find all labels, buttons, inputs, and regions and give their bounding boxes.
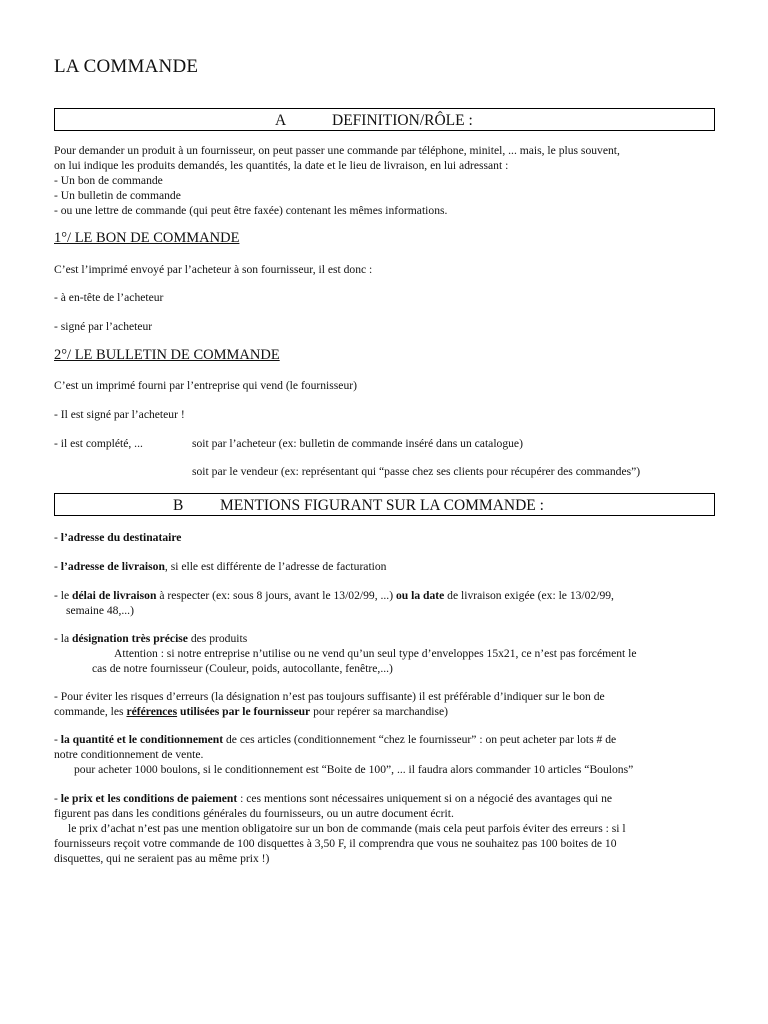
mention-designation-attention-2: cas de notre fournisseur (Couleur, poids, autocollante, fenêtre,...) bbox=[92, 662, 393, 675]
bon-heading: 1°/ LE BON DE COMMANDE bbox=[54, 230, 240, 246]
mention-quantite-line-2: notre conditionnement de vente. bbox=[54, 748, 204, 761]
mention-quantite: - la quantité et le conditionnement de ces articles (conditionnement “chez le fournisseur” : on peut acheter par lots # de bbox=[54, 733, 617, 746]
mention-destinataire: - l’adresse du destinataire bbox=[54, 531, 182, 544]
mention-prix-line-3: le prix d’achat n’est pas une mention obligatoire sur un bon de commande (mais cela peut parfois éviter des erreurs : si l bbox=[68, 822, 626, 835]
mention-designation-attention-1: Attention : si notre entreprise n’utilise ou ne vend qu’un seul type d’enveloppes 15x21, ce n’est pas forcément le bbox=[114, 647, 637, 660]
mention-date-bold: ou la date bbox=[395, 589, 445, 602]
mention-prix: - le prix et les conditions de paiement : ces mentions sont nécessaires uniquement si on a négocié des avantages qui ne bbox=[54, 792, 613, 805]
bulletin-point-1: - Il est signé par l’acheteur ! bbox=[54, 408, 185, 421]
mention-livraison: - l’adresse de livraison, si elle est différente de l’adresse de facturation bbox=[54, 560, 387, 573]
intro-line-2: on lui indique les produits demandés, les quantités, la date et le lieu de livraison, en lui adressant : bbox=[54, 159, 509, 172]
page-title: LA COMMANDE bbox=[54, 56, 199, 77]
mention-designation-prefix: - la bbox=[54, 632, 73, 645]
mention-quantite-line-3: pour acheter 1000 boulons, si le conditionnement est “Boite de 100”, ... il faudra alors commander 10 articles “Boulons” bbox=[74, 763, 634, 776]
mention-delai-mid: à respecter (ex: sous 8 jours, avant le 13/02/99, ...) bbox=[156, 589, 396, 602]
section-a-heading: DEFINITION/RÔLE : bbox=[332, 112, 473, 129]
mention-delai bbox=[54, 589, 614, 602]
bulletin-heading: 2°/ LE BULLETIN DE COMMANDE bbox=[54, 347, 280, 363]
bulletin-point-2-label: - il est complété, ... bbox=[54, 437, 143, 450]
mention-references-rest: pour repérer sa marchandise) bbox=[310, 705, 448, 718]
intro-item-3: - ou une lettre de commande (qui peut être faxée) contenant les mêmes informations. bbox=[54, 204, 448, 217]
mention-references-bold: références bbox=[126, 705, 178, 718]
mention-delai-line-2: semaine 48,...) bbox=[66, 604, 134, 617]
intro-item-2: - Un bulletin de commande bbox=[54, 189, 181, 202]
mention-destinataire-bold: l’adresse du destinataire bbox=[60, 531, 182, 544]
mention-prix-line-2: figurent pas dans les conditions générales du fournisseurs, ou un autre document écrit. bbox=[54, 807, 454, 820]
intro-line-1: Pour demander un produit à un fournisseur, on peut passer une commande par téléphone, minitel, ... mais, le plus souvent, bbox=[54, 144, 620, 157]
mention-prix-rest: : ces mentions sont nécessaires uniquement si on a négocié des avantages qui ne bbox=[237, 792, 613, 805]
bon-point-2: - signé par l’acheteur bbox=[54, 320, 153, 333]
section-b-heading: MENTIONS FIGURANT SUR LA COMMANDE : bbox=[220, 497, 544, 514]
mention-quantite-rest: de ces articles (conditionnement “chez le fournisseur” : on peut acheter par lots # de bbox=[223, 733, 617, 746]
mention-prix-bold: le prix et les conditions de paiement bbox=[60, 792, 238, 805]
mention-designation-bold: désignation très précise bbox=[72, 632, 188, 645]
mention-delai-rest: de livraison exigée (ex: le 13/02/99, bbox=[444, 589, 614, 602]
bulletin-definition: C’est un imprimé fourni par l’entreprise qui vend (le fournisseur) bbox=[54, 379, 357, 392]
mention-references-fournisseur-bold: utilisées par le fournisseur bbox=[177, 705, 311, 718]
mention-livraison-bold: l’adresse de livraison bbox=[60, 560, 165, 573]
mention-livraison-text: , si elle est différente de l’adresse de facturation bbox=[164, 560, 387, 573]
mention-designation bbox=[54, 632, 247, 645]
section-b-letter: B bbox=[173, 497, 184, 514]
mention-delai-prefix: - le bbox=[54, 589, 73, 602]
mention-designation-rest: des produits bbox=[187, 632, 248, 645]
bon-point-1: - à en-tête de l’acheteur bbox=[54, 291, 164, 304]
intro-item-1: - Un bon de commande bbox=[54, 174, 163, 187]
mention-references-line-1: - Pour éviter les risques d’erreurs (la désignation n’est pas toujours suffisante) il est préférable d’indiquer sur le bon de bbox=[54, 690, 605, 703]
mention-quantite-bold: la quantité et le conditionnement bbox=[60, 733, 224, 746]
mention-references-prefix: commande, les bbox=[54, 705, 127, 718]
section-a-letter: A bbox=[275, 112, 287, 129]
mention-delai-bold: délai de livraison bbox=[72, 589, 157, 602]
mention-prix-line-4: fournisseurs reçoit votre commande de 100 disquettes à 3,50 F, il comprendra que vous ne souhaitez pas 100 boites de 10 bbox=[54, 837, 617, 850]
bulletin-point-2-option-b: soit par le vendeur (ex: représentant qui “passe chez ses clients pour récupérer des commandes”) bbox=[192, 465, 641, 478]
bon-definition: C’est l’imprimé envoyé par l’acheteur à son fournisseur, il est donc : bbox=[54, 263, 373, 276]
section-b-header bbox=[54, 493, 715, 516]
bulletin-point-2-option-a: soit par l’acheteur (ex: bulletin de commande inséré dans un catalogue) bbox=[192, 437, 523, 450]
section-a-header bbox=[54, 108, 715, 131]
mention-prix-line-5: disquettes, qui ne seraient pas au même prix !) bbox=[54, 852, 270, 865]
mention-references-line-2 bbox=[54, 705, 448, 718]
